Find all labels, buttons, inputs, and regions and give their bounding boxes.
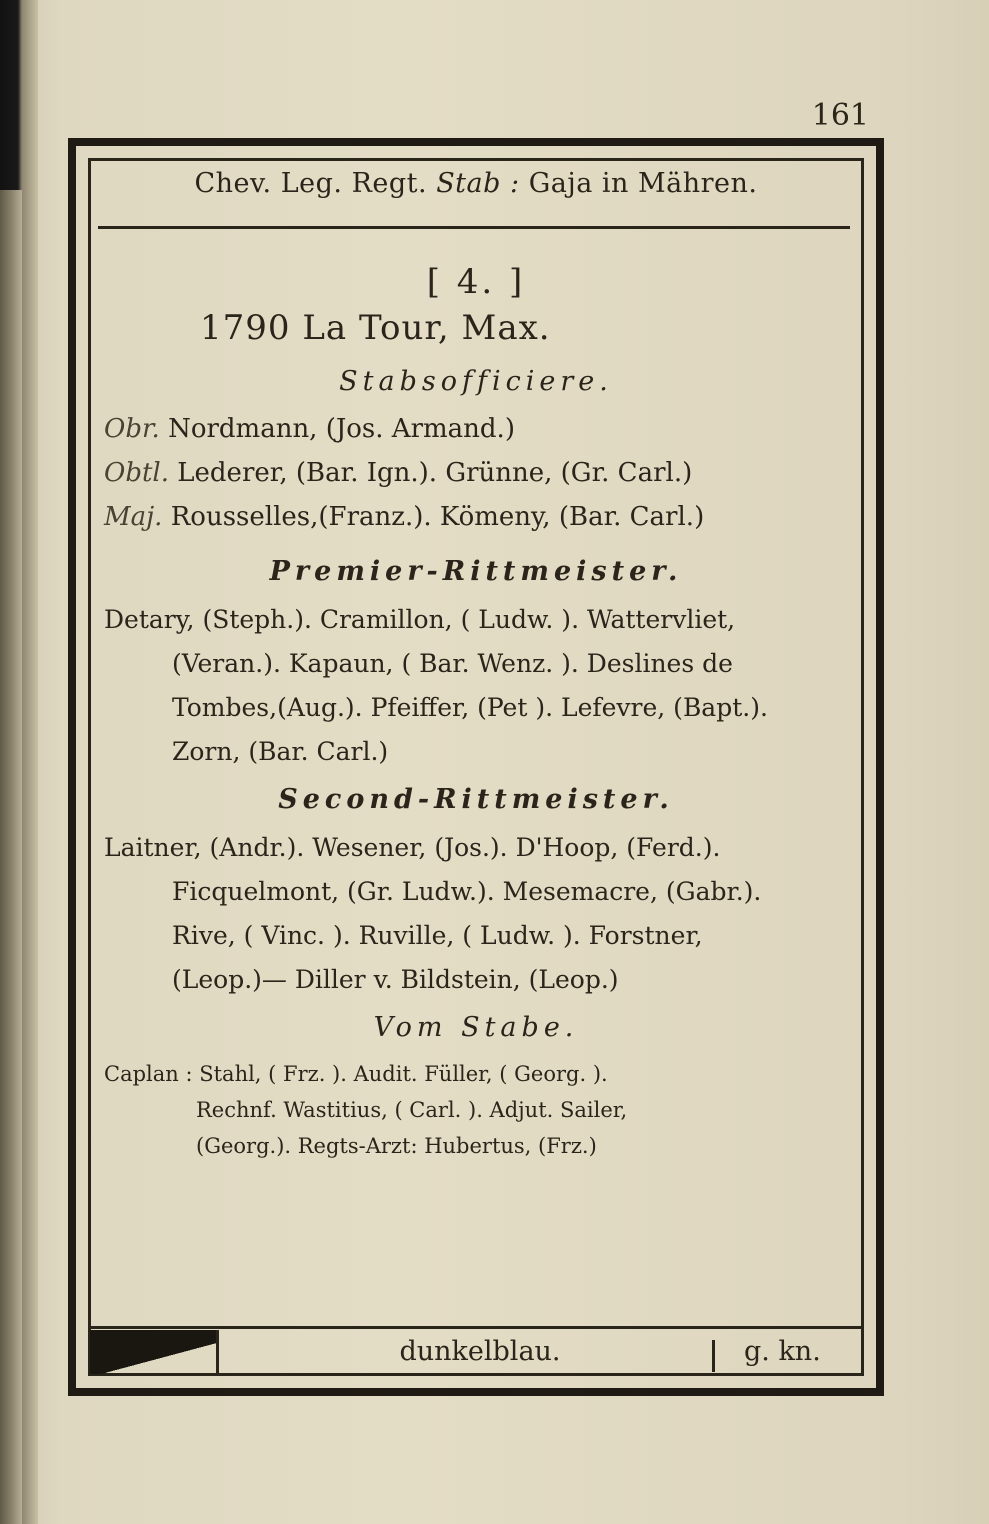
regiment-number: [ 4. ] <box>426 262 526 302</box>
second-line: Rive, ( Vinc. ). Ruville, ( Ludw. ). Forstner, <box>172 921 703 950</box>
book-binding-shadow <box>0 190 22 1524</box>
facing-color: dunkelblau. <box>399 1336 561 1367</box>
header-location: Gaja in Mähren. <box>519 168 758 199</box>
officer-rank: Maj. <box>104 502 163 532</box>
premier-line: (Veran.). Kapaun, ( Bar. Wenz. ). Deslines de <box>172 649 733 678</box>
chief-year: 1790 <box>200 308 291 348</box>
second-rittmeister-list <box>104 826 852 1002</box>
officer-names: Rousselles,(Franz.). Kömeny, (Bar. Carl.) <box>170 502 705 532</box>
header-stab-label: Stab : <box>436 168 520 199</box>
page-header <box>98 168 854 199</box>
footer-divider <box>216 1330 219 1374</box>
officer-row <box>104 458 854 488</box>
officer-rank: Obr. <box>104 414 160 444</box>
officer-names: Nordmann, (Jos. Armand.) <box>168 414 515 444</box>
officer-row <box>104 502 854 532</box>
officer-names: Lederer, (Bar. Ign.). Grünne, (Gr. Carl.) <box>177 458 693 488</box>
premier-line: Tombes,(Aug.). Pfeiffer, (Pet ). Lefevre, (Bapt.). <box>172 693 768 722</box>
page-number: 161 <box>811 98 869 133</box>
stabe-line: Rechnf. Wastitius, ( Carl. ). Adjut. Sailer, <box>196 1098 628 1122</box>
footer-color-swatch <box>90 1330 218 1374</box>
vom-stabe-list <box>104 1056 852 1164</box>
officer-row <box>104 414 854 444</box>
footer-rule <box>88 1326 864 1329</box>
button-color: g. kn. <box>744 1336 821 1367</box>
second-line: Laitner, (Andr.). Wesener, (Jos.). D'Hoop, (Ferd.). <box>104 833 721 862</box>
header-rule <box>98 226 850 229</box>
header-prefix: Chev. Leg. Regt. <box>194 168 437 199</box>
section-title-premier: Premier-Rittmeister. <box>269 556 683 587</box>
section-title-vom-stabe: Vom Stabe. <box>373 1012 579 1043</box>
section-title-stabsofficiere: Stabsofficiere. <box>339 366 613 397</box>
officer-rank: Obtl. <box>104 458 169 488</box>
stabe-line: (Georg.). Regts-Arzt: Hubertus, (Frz.) <box>196 1134 597 1158</box>
premier-line: Detary, (Steph.). Cramillon, ( Ludw. ). Wattervliet, <box>104 605 736 634</box>
footer-divider <box>712 1340 715 1372</box>
section-title-second: Second-Rittmeister. <box>278 784 674 815</box>
regiment-chief <box>200 308 551 348</box>
stabe-line: Caplan : Stahl, ( Frz. ). Audit. Füller, ( Georg. ). <box>104 1062 608 1086</box>
second-line: Ficquelmont, (Gr. Ludw.). Mesemacre, (Gabr.). <box>172 877 762 906</box>
premier-line: Zorn, (Bar. Carl.) <box>172 737 389 766</box>
chief-name: La Tour, Max. <box>302 308 551 348</box>
premier-rittmeister-list <box>104 598 852 774</box>
second-line: (Leop.)— Diller v. Bildstein, (Leop.) <box>172 965 619 994</box>
